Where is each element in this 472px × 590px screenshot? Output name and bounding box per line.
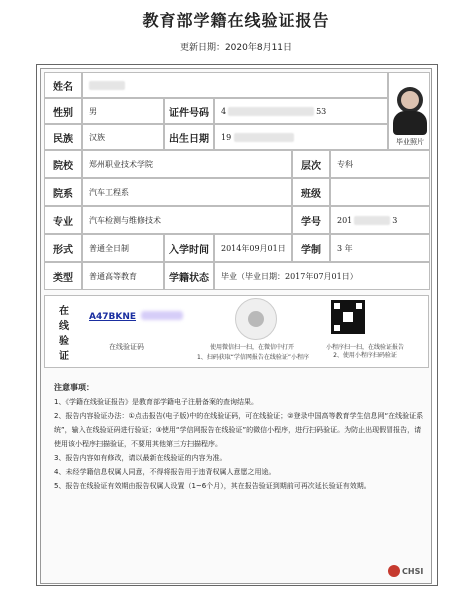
value-major: 汽车检测与维修技术 (82, 206, 292, 234)
label-id-no: 证件号码 (164, 98, 214, 124)
qr-caption (305, 344, 425, 360)
photo-face (401, 91, 419, 109)
report-title: 教育部学籍在线验证报告 (142, 11, 330, 30)
chsi-text: CHSI (402, 566, 424, 576)
label-form: 形式 (44, 234, 82, 262)
value-duration: 3 年 (330, 234, 430, 262)
note-item-1: 1、《学籍在线验证报告》是教育部学籍电子注册备案的查询结果。 (54, 398, 258, 406)
label-status: 学籍状态 (164, 262, 214, 290)
student-photo (388, 72, 430, 150)
verification-side-label (46, 297, 82, 367)
label-student-no: 学号 (292, 206, 330, 234)
id-no-prefix: 4 (221, 106, 227, 116)
side-char-3: 验 (59, 336, 69, 347)
chsi-mark-icon (388, 565, 400, 577)
notes-heading: 注意事项： (54, 383, 94, 392)
label-department: 院系 (44, 178, 82, 206)
label-gender: 性别 (44, 98, 82, 124)
qr-code[interactable] (331, 300, 365, 334)
photo-caption: 毕业照片 (396, 138, 424, 146)
qr-anchor-bottom-left (332, 323, 342, 333)
label-name: 姓名 (44, 72, 82, 98)
value-birth (214, 124, 388, 150)
value-status: 毕业（毕业日期：2017年07月01日） (214, 262, 430, 290)
value-ethnicity: 汉族 (82, 124, 164, 150)
value-id-no (214, 98, 388, 124)
student-info-grid (44, 72, 429, 372)
qr-caption-line1: 小程序扫一扫，在线验证报告 (325, 344, 404, 351)
side-char-2: 线 (59, 321, 69, 332)
note-item-2: 2、报告内容验证办法：①点击报告(电子版)中的在线验证码，可在线验证；②登录中国高等教育学生信息网“在线验证系统”，输入在线验证码进行验证；③使用“学信网报告在线验证”的微信小程序，进行扫码验证。为防止出现假冒报告，请使用该小程序扫描验证，不要用其他第三方扫描程序。 (54, 412, 424, 448)
mini-program-caption: 使用微信扫一扫，在微信中打开 (209, 344, 294, 351)
student-no-redacted (354, 216, 390, 225)
mini-program-code[interactable] (235, 298, 277, 340)
value-department: 汽车工程系 (82, 178, 292, 206)
value-type: 普通高等教育 (82, 262, 164, 290)
note-item-5: 5、报告在线验证有效期由报告权属人设置（1~6个月），其在报告验证到期前可再次延长验证有效期。 (54, 482, 371, 490)
mini-program-step: 1、扫码获取“学信网报告在线验证”小程序 (196, 354, 310, 361)
chsi-logo (388, 562, 428, 580)
notes-section (54, 381, 424, 493)
verification-code-caption: 在线验证码 (109, 343, 144, 351)
value-enroll-date: 2014年09月01日 (214, 234, 292, 262)
label-major: 专业 (44, 206, 82, 234)
qr-caption-line2: 2、使用小程序扫码验证 (333, 352, 397, 359)
label-school: 院校 (44, 150, 82, 178)
update-date: 更新日期：2020年8月11日 (179, 43, 293, 53)
student-no-prefix: 201 (337, 215, 353, 225)
name-redacted (89, 81, 125, 90)
qr-anchor-top-right (354, 301, 364, 311)
id-no-suffix: 53 (316, 106, 327, 116)
verification-section (44, 295, 429, 368)
qr-anchor-top-left (332, 301, 342, 311)
mini-program-center-icon (248, 311, 264, 327)
label-birth: 出生日期 (164, 124, 214, 150)
value-form: 普通全日制 (82, 234, 164, 262)
id-no-redacted (228, 107, 314, 116)
qr-center (343, 312, 353, 322)
label-duration: 学制 (292, 234, 330, 262)
note-item-3: 3、报告内容如有修改，请以最新在线验证的内容为准。 (54, 454, 227, 462)
photo-shoulders (393, 111, 427, 135)
value-gender: 男 (82, 98, 164, 124)
value-name (82, 72, 388, 98)
label-level: 层次 (292, 150, 330, 178)
note-item-4: 4、未经学籍信息权属人同意，不得将报告用于违背权属人意愿之用途。 (54, 468, 276, 476)
label-enroll-date: 入学时间 (164, 234, 214, 262)
side-char-4: 证 (59, 351, 69, 362)
student-no-suffix: 3 (392, 215, 398, 225)
value-class (330, 178, 430, 206)
label-ethnicity: 民族 (44, 124, 82, 150)
side-char-1: 在 (59, 306, 69, 317)
value-student-no (330, 206, 430, 234)
label-class: 班级 (292, 178, 330, 206)
label-type: 类型 (44, 262, 82, 290)
verification-code-link[interactable]: A47BKNE (89, 312, 137, 322)
value-school: 郑州职业技术学院 (82, 150, 292, 178)
verification-code-redacted (141, 311, 183, 320)
birth-prefix: 19 (221, 132, 232, 142)
value-level: 专科 (330, 150, 430, 178)
birth-redacted (234, 133, 294, 142)
